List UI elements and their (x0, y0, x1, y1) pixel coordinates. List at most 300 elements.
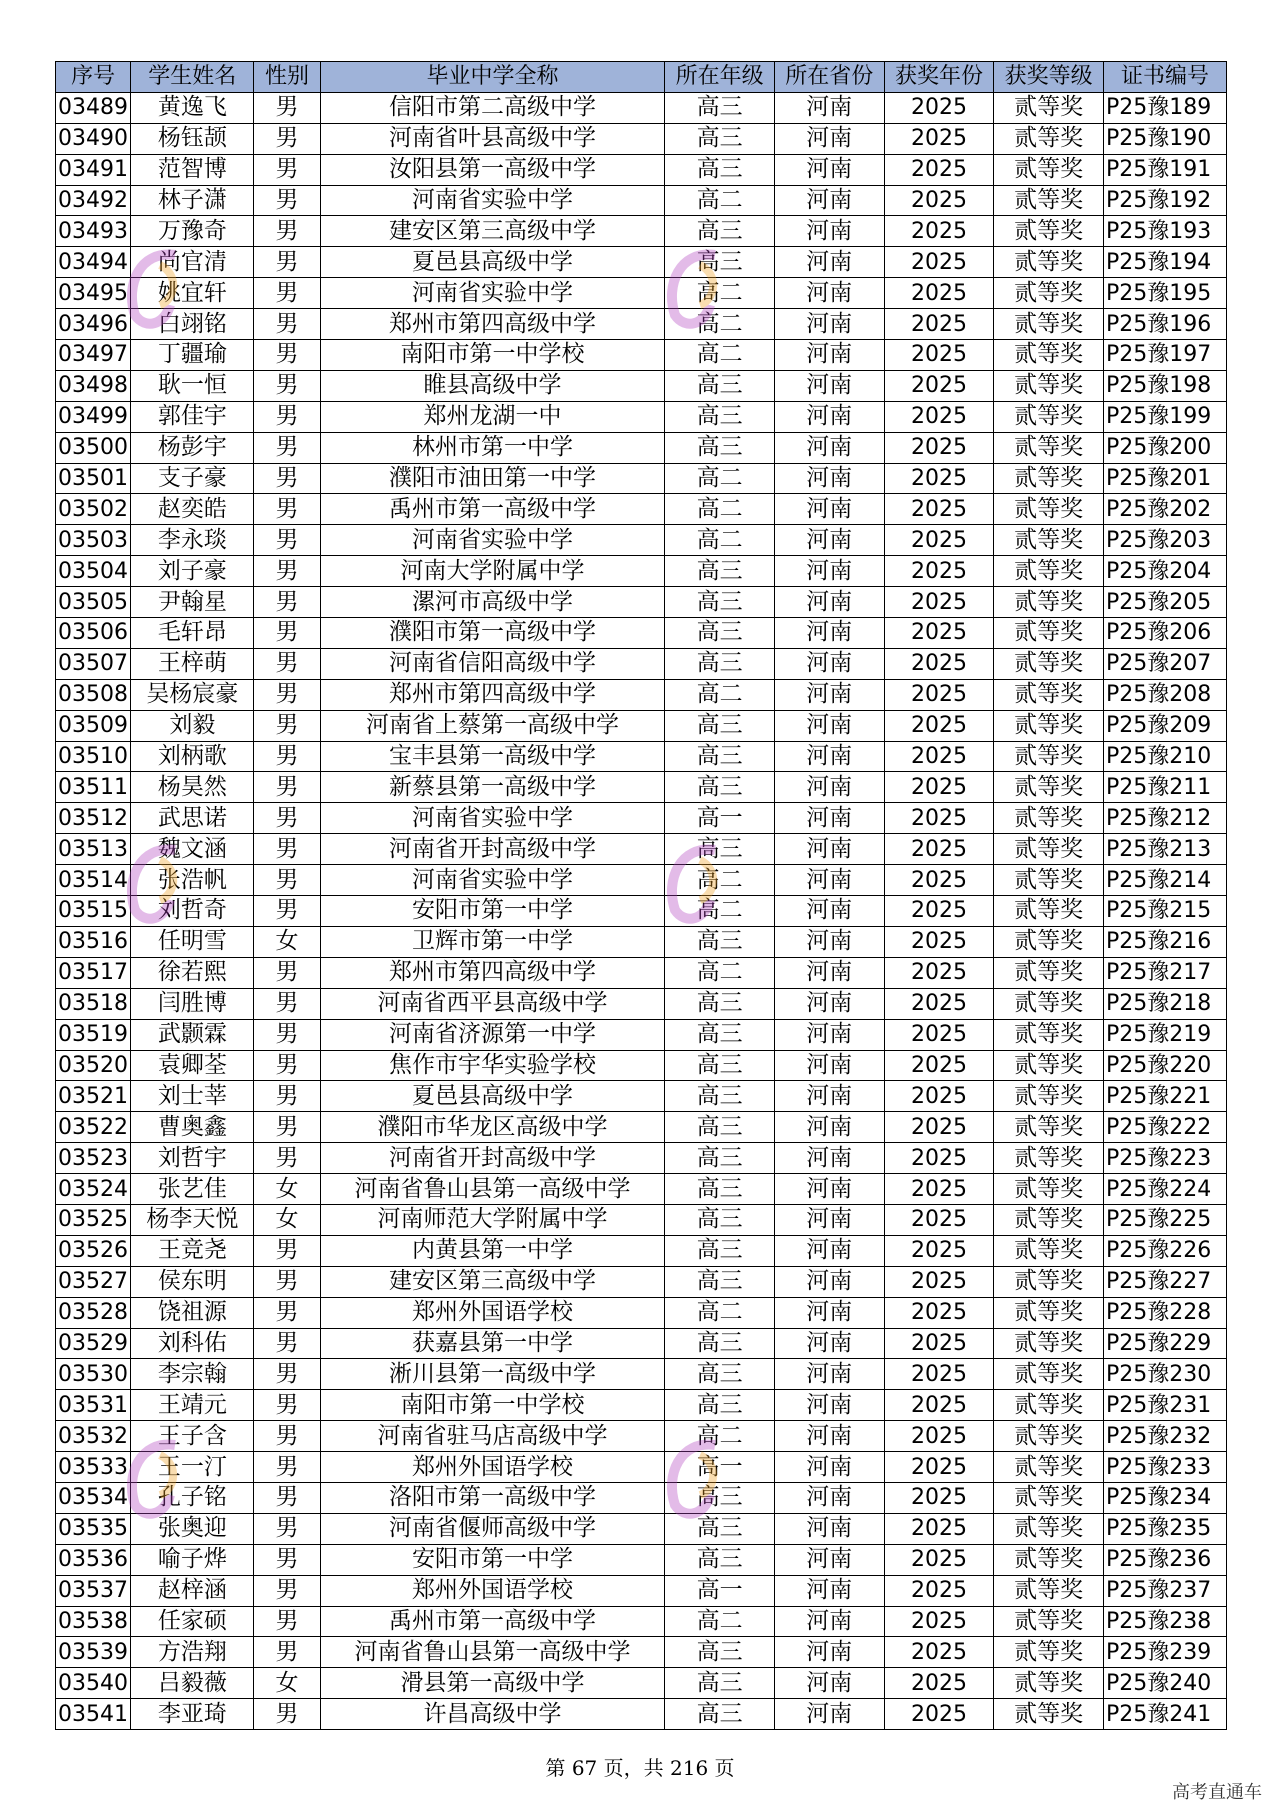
cell-province: 河南 (774, 803, 884, 834)
awards-table (55, 61, 1227, 1730)
cell-year: 2025 (884, 803, 994, 834)
cell-name: 武思诺 (131, 803, 254, 834)
cell-province: 河南 (774, 865, 884, 896)
cell-school: 河南省实验中学 (320, 865, 665, 896)
cell-school: 许昌高级中学 (320, 1699, 665, 1730)
cell-school: 河南省开封高级中学 (320, 834, 665, 865)
cell-cert: P25豫228 (1103, 1297, 1226, 1328)
cell-school: 河南省实验中学 (320, 525, 665, 556)
cell-level: 贰等奖 (994, 1328, 1104, 1359)
cell-year: 2025 (884, 1452, 994, 1483)
cell-year: 2025 (884, 710, 994, 741)
cell-name: 丁疆瑜 (131, 340, 254, 371)
page-footer: 第 67 页，共 216 页 (545, 1756, 735, 1780)
cell-gender: 男 (254, 123, 320, 154)
cell-cert: P25豫192 (1103, 185, 1226, 216)
cell-school: 信阳市第二高级中学 (320, 92, 665, 123)
table-row (56, 772, 1227, 803)
cell-school: 卫辉市第一中学 (320, 926, 665, 957)
cell-province: 河南 (774, 648, 884, 679)
cell-grade: 高三 (665, 1050, 775, 1081)
cell-name: 李亚琦 (131, 1699, 254, 1730)
cell-province: 河南 (774, 1606, 884, 1637)
cell-cert: P25豫229 (1103, 1328, 1226, 1359)
cell-year: 2025 (884, 1019, 994, 1050)
cell-province: 河南 (774, 710, 884, 741)
cell-gender: 男 (254, 340, 320, 371)
cell-grade: 高三 (665, 587, 775, 618)
cell-name: 王靖元 (131, 1390, 254, 1421)
cell-cert: P25豫209 (1103, 710, 1226, 741)
cell-level: 贰等奖 (994, 1266, 1104, 1297)
cell-name: 喻子烨 (131, 1544, 254, 1575)
table-row (56, 865, 1227, 896)
cell-province: 河南 (774, 1019, 884, 1050)
cell-gender: 男 (254, 370, 320, 401)
table-row (56, 432, 1227, 463)
col-header-name: 学生姓名 (131, 62, 254, 93)
cell-cert: P25豫200 (1103, 432, 1226, 463)
cell-year: 2025 (884, 896, 994, 927)
table-row (56, 1482, 1227, 1513)
cell-gender: 男 (254, 1328, 320, 1359)
cell-cert: P25豫204 (1103, 556, 1226, 587)
cell-year: 2025 (884, 1668, 994, 1699)
cell-gender: 男 (254, 957, 320, 988)
table-row (56, 525, 1227, 556)
cell-gender: 男 (254, 618, 320, 649)
cell-level: 贰等奖 (994, 1019, 1104, 1050)
cell-cert: P25豫220 (1103, 1050, 1226, 1081)
cell-cert: P25豫227 (1103, 1266, 1226, 1297)
cell-seq: 03508 (56, 679, 131, 710)
cell-school: 河南师范大学附属中学 (320, 1204, 665, 1235)
cell-cert: P25豫234 (1103, 1482, 1226, 1513)
cell-province: 河南 (774, 772, 884, 803)
cell-cert: P25豫190 (1103, 123, 1226, 154)
cell-cert: P25豫189 (1103, 92, 1226, 123)
cell-name: 范智博 (131, 154, 254, 185)
cell-grade: 高三 (665, 92, 775, 123)
cell-school: 建安区第三高级中学 (320, 1266, 665, 1297)
cell-gender: 男 (254, 432, 320, 463)
cell-grade: 高二 (665, 463, 775, 494)
cell-level: 贰等奖 (994, 648, 1104, 679)
cell-school: 获嘉县第一中学 (320, 1328, 665, 1359)
cell-name: 杨钰颉 (131, 123, 254, 154)
cell-level: 贰等奖 (994, 1575, 1104, 1606)
cell-level: 贰等奖 (994, 710, 1104, 741)
cell-year: 2025 (884, 123, 994, 154)
cell-province: 河南 (774, 1699, 884, 1730)
cell-name: 张奥迎 (131, 1513, 254, 1544)
cell-school: 焦作市宇华实验学校 (320, 1050, 665, 1081)
cell-grade: 高三 (665, 1513, 775, 1544)
cell-seq: 03538 (56, 1606, 131, 1637)
cell-province: 河南 (774, 185, 884, 216)
cell-province: 河南 (774, 1174, 884, 1205)
cell-name: 侯东明 (131, 1266, 254, 1297)
table-row (56, 1606, 1227, 1637)
cell-school: 郑州市第四高级中学 (320, 679, 665, 710)
table-row (56, 648, 1227, 679)
table-row (56, 1575, 1227, 1606)
cell-gender: 男 (254, 1143, 320, 1174)
cell-seq: 03533 (56, 1452, 131, 1483)
cell-school: 夏邑县高级中学 (320, 247, 665, 278)
cell-school: 河南省信阳高级中学 (320, 648, 665, 679)
cell-cert: P25豫213 (1103, 834, 1226, 865)
cell-province: 河南 (774, 92, 884, 123)
cell-seq: 03496 (56, 309, 131, 340)
table-row (56, 1019, 1227, 1050)
cell-cert: P25豫217 (1103, 957, 1226, 988)
cell-school: 郑州市第四高级中学 (320, 957, 665, 988)
cell-level: 贰等奖 (994, 123, 1104, 154)
cell-year: 2025 (884, 679, 994, 710)
cell-cert: P25豫241 (1103, 1699, 1226, 1730)
cell-gender: 男 (254, 154, 320, 185)
cell-year: 2025 (884, 988, 994, 1019)
cell-seq: 03519 (56, 1019, 131, 1050)
table-row (56, 463, 1227, 494)
cell-level: 贰等奖 (994, 834, 1104, 865)
cell-seq: 03502 (56, 494, 131, 525)
cell-province: 河南 (774, 1513, 884, 1544)
cell-seq: 03541 (56, 1699, 131, 1730)
cell-grade: 高一 (665, 1452, 775, 1483)
cell-name: 赵奕皓 (131, 494, 254, 525)
cell-cert: P25豫193 (1103, 216, 1226, 247)
table-row (56, 988, 1227, 1019)
cell-cert: P25豫194 (1103, 247, 1226, 278)
cell-year: 2025 (884, 1575, 994, 1606)
cell-name: 吴杨宸豪 (131, 679, 254, 710)
cell-level: 贰等奖 (994, 896, 1104, 927)
cell-year: 2025 (884, 957, 994, 988)
col-header-cert: 证书编号 (1103, 62, 1226, 93)
cell-grade: 高三 (665, 1482, 775, 1513)
cell-gender: 男 (254, 648, 320, 679)
cell-cert: P25豫199 (1103, 401, 1226, 432)
cell-year: 2025 (884, 772, 994, 803)
cell-level: 贰等奖 (994, 1112, 1104, 1143)
cell-name: 徐若熙 (131, 957, 254, 988)
cell-gender: 男 (254, 1482, 320, 1513)
cell-level: 贰等奖 (994, 1452, 1104, 1483)
cell-grade: 高三 (665, 988, 775, 1019)
cell-seq: 03536 (56, 1544, 131, 1575)
cell-school: 安阳市第一中学 (320, 896, 665, 927)
cell-school: 河南省鲁山县第一高级中学 (320, 1174, 665, 1205)
cell-gender: 男 (254, 834, 320, 865)
cell-province: 河南 (774, 463, 884, 494)
table-row (56, 278, 1227, 309)
cell-name: 王一汀 (131, 1452, 254, 1483)
cell-name: 刘子豪 (131, 556, 254, 587)
table-row (56, 1421, 1227, 1452)
cell-level: 贰等奖 (994, 463, 1104, 494)
cell-province: 河南 (774, 1452, 884, 1483)
cell-gender: 男 (254, 1452, 320, 1483)
table-row (56, 247, 1227, 278)
cell-year: 2025 (884, 185, 994, 216)
cell-school: 禹州市第一高级中学 (320, 494, 665, 525)
cell-grade: 高二 (665, 525, 775, 556)
cell-year: 2025 (884, 1204, 994, 1235)
cell-year: 2025 (884, 340, 994, 371)
cell-grade: 高三 (665, 1081, 775, 1112)
cell-grade: 高三 (665, 370, 775, 401)
cell-grade: 高三 (665, 1204, 775, 1235)
cell-gender: 男 (254, 896, 320, 927)
cell-province: 河南 (774, 1081, 884, 1112)
cell-level: 贰等奖 (994, 741, 1104, 772)
cell-gender: 男 (254, 587, 320, 618)
table-row (56, 587, 1227, 618)
table-row (56, 957, 1227, 988)
cell-name: 方浩翔 (131, 1637, 254, 1668)
cell-cert: P25豫211 (1103, 772, 1226, 803)
cell-gender: 男 (254, 1019, 320, 1050)
cell-province: 河南 (774, 1204, 884, 1235)
table-row (56, 1359, 1227, 1390)
cell-province: 河南 (774, 896, 884, 927)
cell-province: 河南 (774, 1143, 884, 1174)
cell-school: 睢县高级中学 (320, 370, 665, 401)
cell-grade: 高二 (665, 957, 775, 988)
cell-name: 耿一恒 (131, 370, 254, 401)
cell-year: 2025 (884, 1513, 994, 1544)
cell-seq: 03512 (56, 803, 131, 834)
cell-school: 郑州外国语学校 (320, 1297, 665, 1328)
cell-seq: 03513 (56, 834, 131, 865)
cell-province: 河南 (774, 1668, 884, 1699)
cell-seq: 03521 (56, 1081, 131, 1112)
cell-year: 2025 (884, 1050, 994, 1081)
cell-level: 贰等奖 (994, 525, 1104, 556)
cell-gender: 男 (254, 865, 320, 896)
cell-grade: 高三 (665, 1668, 775, 1699)
cell-year: 2025 (884, 1266, 994, 1297)
cell-seq: 03531 (56, 1390, 131, 1421)
cell-school: 河南省开封高级中学 (320, 1143, 665, 1174)
cell-seq: 03522 (56, 1112, 131, 1143)
cell-province: 河南 (774, 1297, 884, 1328)
cell-cert: P25豫201 (1103, 463, 1226, 494)
table-row (56, 1143, 1227, 1174)
cell-seq: 03505 (56, 587, 131, 618)
cell-name: 刘柄歌 (131, 741, 254, 772)
cell-seq: 03532 (56, 1421, 131, 1452)
cell-year: 2025 (884, 1606, 994, 1637)
cell-level: 贰等奖 (994, 370, 1104, 401)
cell-name: 魏文涵 (131, 834, 254, 865)
cell-year: 2025 (884, 247, 994, 278)
cell-seq: 03539 (56, 1637, 131, 1668)
cell-province: 河南 (774, 1637, 884, 1668)
cell-school: 河南省西平县高级中学 (320, 988, 665, 1019)
cell-level: 贰等奖 (994, 803, 1104, 834)
cell-province: 河南 (774, 401, 884, 432)
cell-province: 河南 (774, 1328, 884, 1359)
table-row (56, 896, 1227, 927)
cell-gender: 男 (254, 1513, 320, 1544)
cell-year: 2025 (884, 1112, 994, 1143)
cell-cert: P25豫236 (1103, 1544, 1226, 1575)
cell-grade: 高二 (665, 1297, 775, 1328)
cell-name: 林子潇 (131, 185, 254, 216)
cell-year: 2025 (884, 1235, 994, 1266)
cell-grade: 高二 (665, 896, 775, 927)
table-row (56, 1390, 1227, 1421)
cell-province: 河南 (774, 679, 884, 710)
cell-cert: P25豫230 (1103, 1359, 1226, 1390)
cell-gender: 男 (254, 1050, 320, 1081)
cell-level: 贰等奖 (994, 309, 1104, 340)
table-row (56, 679, 1227, 710)
cell-school: 内黄县第一中学 (320, 1235, 665, 1266)
cell-gender: 男 (254, 1297, 320, 1328)
cell-province: 河南 (774, 432, 884, 463)
cell-cert: P25豫238 (1103, 1606, 1226, 1637)
cell-school: 河南省实验中学 (320, 278, 665, 309)
cell-gender: 男 (254, 309, 320, 340)
cell-gender: 男 (254, 1544, 320, 1575)
cell-seq: 03514 (56, 865, 131, 896)
cell-name: 曹奥鑫 (131, 1112, 254, 1143)
cell-grade: 高二 (665, 185, 775, 216)
cell-school: 建安区第三高级中学 (320, 216, 665, 247)
cell-name: 王竞尧 (131, 1235, 254, 1266)
cell-seq: 03497 (56, 340, 131, 371)
cell-seq: 03529 (56, 1328, 131, 1359)
cell-name: 支子豪 (131, 463, 254, 494)
cell-name: 刘哲宇 (131, 1143, 254, 1174)
cell-cert: P25豫232 (1103, 1421, 1226, 1452)
cell-seq: 03525 (56, 1204, 131, 1235)
cell-name: 张艺佳 (131, 1174, 254, 1205)
cell-province: 河南 (774, 741, 884, 772)
cell-gender: 男 (254, 741, 320, 772)
cell-grade: 高三 (665, 710, 775, 741)
cell-name: 饶祖源 (131, 1297, 254, 1328)
cell-cert: P25豫239 (1103, 1637, 1226, 1668)
table-row (56, 185, 1227, 216)
cell-year: 2025 (884, 1081, 994, 1112)
cell-province: 河南 (774, 278, 884, 309)
cell-seq: 03495 (56, 278, 131, 309)
cell-school: 濮阳市第一高级中学 (320, 618, 665, 649)
cell-cert: P25豫218 (1103, 988, 1226, 1019)
cell-name: 刘哲奇 (131, 896, 254, 927)
cell-level: 贰等奖 (994, 865, 1104, 896)
cell-level: 贰等奖 (994, 926, 1104, 957)
cell-school: 新蔡县第一高级中学 (320, 772, 665, 803)
cell-year: 2025 (884, 309, 994, 340)
cell-cert: P25豫207 (1103, 648, 1226, 679)
cell-name: 黄逸飞 (131, 92, 254, 123)
cell-seq: 03515 (56, 896, 131, 927)
cell-level: 贰等奖 (994, 92, 1104, 123)
cell-gender: 男 (254, 1112, 320, 1143)
cell-seq: 03526 (56, 1235, 131, 1266)
cell-cert: P25豫196 (1103, 309, 1226, 340)
cell-school: 漯河市高级中学 (320, 587, 665, 618)
cell-province: 河南 (774, 834, 884, 865)
table-row (56, 1266, 1227, 1297)
cell-province: 河南 (774, 1112, 884, 1143)
cell-gender: 男 (254, 1699, 320, 1730)
table-body (56, 92, 1227, 1729)
cell-year: 2025 (884, 92, 994, 123)
cell-level: 贰等奖 (994, 1606, 1104, 1637)
cell-gender: 男 (254, 1235, 320, 1266)
cell-year: 2025 (884, 1637, 994, 1668)
cell-name: 刘士莘 (131, 1081, 254, 1112)
table-row (56, 154, 1227, 185)
cell-gender: 男 (254, 494, 320, 525)
cell-grade: 高三 (665, 1266, 775, 1297)
table-row (56, 618, 1227, 649)
cell-level: 贰等奖 (994, 772, 1104, 803)
cell-gender: 男 (254, 710, 320, 741)
cell-school: 河南省鲁山县第一高级中学 (320, 1637, 665, 1668)
cell-level: 贰等奖 (994, 1359, 1104, 1390)
cell-seq: 03506 (56, 618, 131, 649)
cell-gender: 男 (254, 185, 320, 216)
table-row (56, 401, 1227, 432)
cell-seq: 03540 (56, 1668, 131, 1699)
cell-school: 南阳市第一中学校 (320, 1390, 665, 1421)
cell-year: 2025 (884, 587, 994, 618)
cell-gender: 男 (254, 525, 320, 556)
cell-year: 2025 (884, 1482, 994, 1513)
cell-gender: 男 (254, 556, 320, 587)
cell-grade: 高三 (665, 1699, 775, 1730)
cell-province: 河南 (774, 1359, 884, 1390)
cell-gender: 男 (254, 988, 320, 1019)
cell-grade: 高三 (665, 1390, 775, 1421)
cell-level: 贰等奖 (994, 1143, 1104, 1174)
cell-school: 河南省实验中学 (320, 185, 665, 216)
cell-gender: 男 (254, 92, 320, 123)
cell-seq: 03518 (56, 988, 131, 1019)
cell-level: 贰等奖 (994, 988, 1104, 1019)
cell-cert: P25豫215 (1103, 896, 1226, 927)
cell-level: 贰等奖 (994, 494, 1104, 525)
table-row (56, 741, 1227, 772)
cell-gender: 男 (254, 803, 320, 834)
table-row (56, 1081, 1227, 1112)
cell-level: 贰等奖 (994, 1390, 1104, 1421)
table-row (56, 1297, 1227, 1328)
cell-level: 贰等奖 (994, 1699, 1104, 1730)
cell-grade: 高三 (665, 1544, 775, 1575)
cell-gender: 男 (254, 401, 320, 432)
cell-school: 夏邑县高级中学 (320, 1081, 665, 1112)
cell-province: 河南 (774, 1235, 884, 1266)
cell-year: 2025 (884, 278, 994, 309)
cell-seq: 03535 (56, 1513, 131, 1544)
cell-school: 河南省叶县高级中学 (320, 123, 665, 154)
cell-cert: P25豫203 (1103, 525, 1226, 556)
cell-gender: 男 (254, 772, 320, 803)
cell-gender: 女 (254, 1174, 320, 1205)
cell-year: 2025 (884, 1421, 994, 1452)
cell-cert: P25豫225 (1103, 1204, 1226, 1235)
cell-year: 2025 (884, 1544, 994, 1575)
